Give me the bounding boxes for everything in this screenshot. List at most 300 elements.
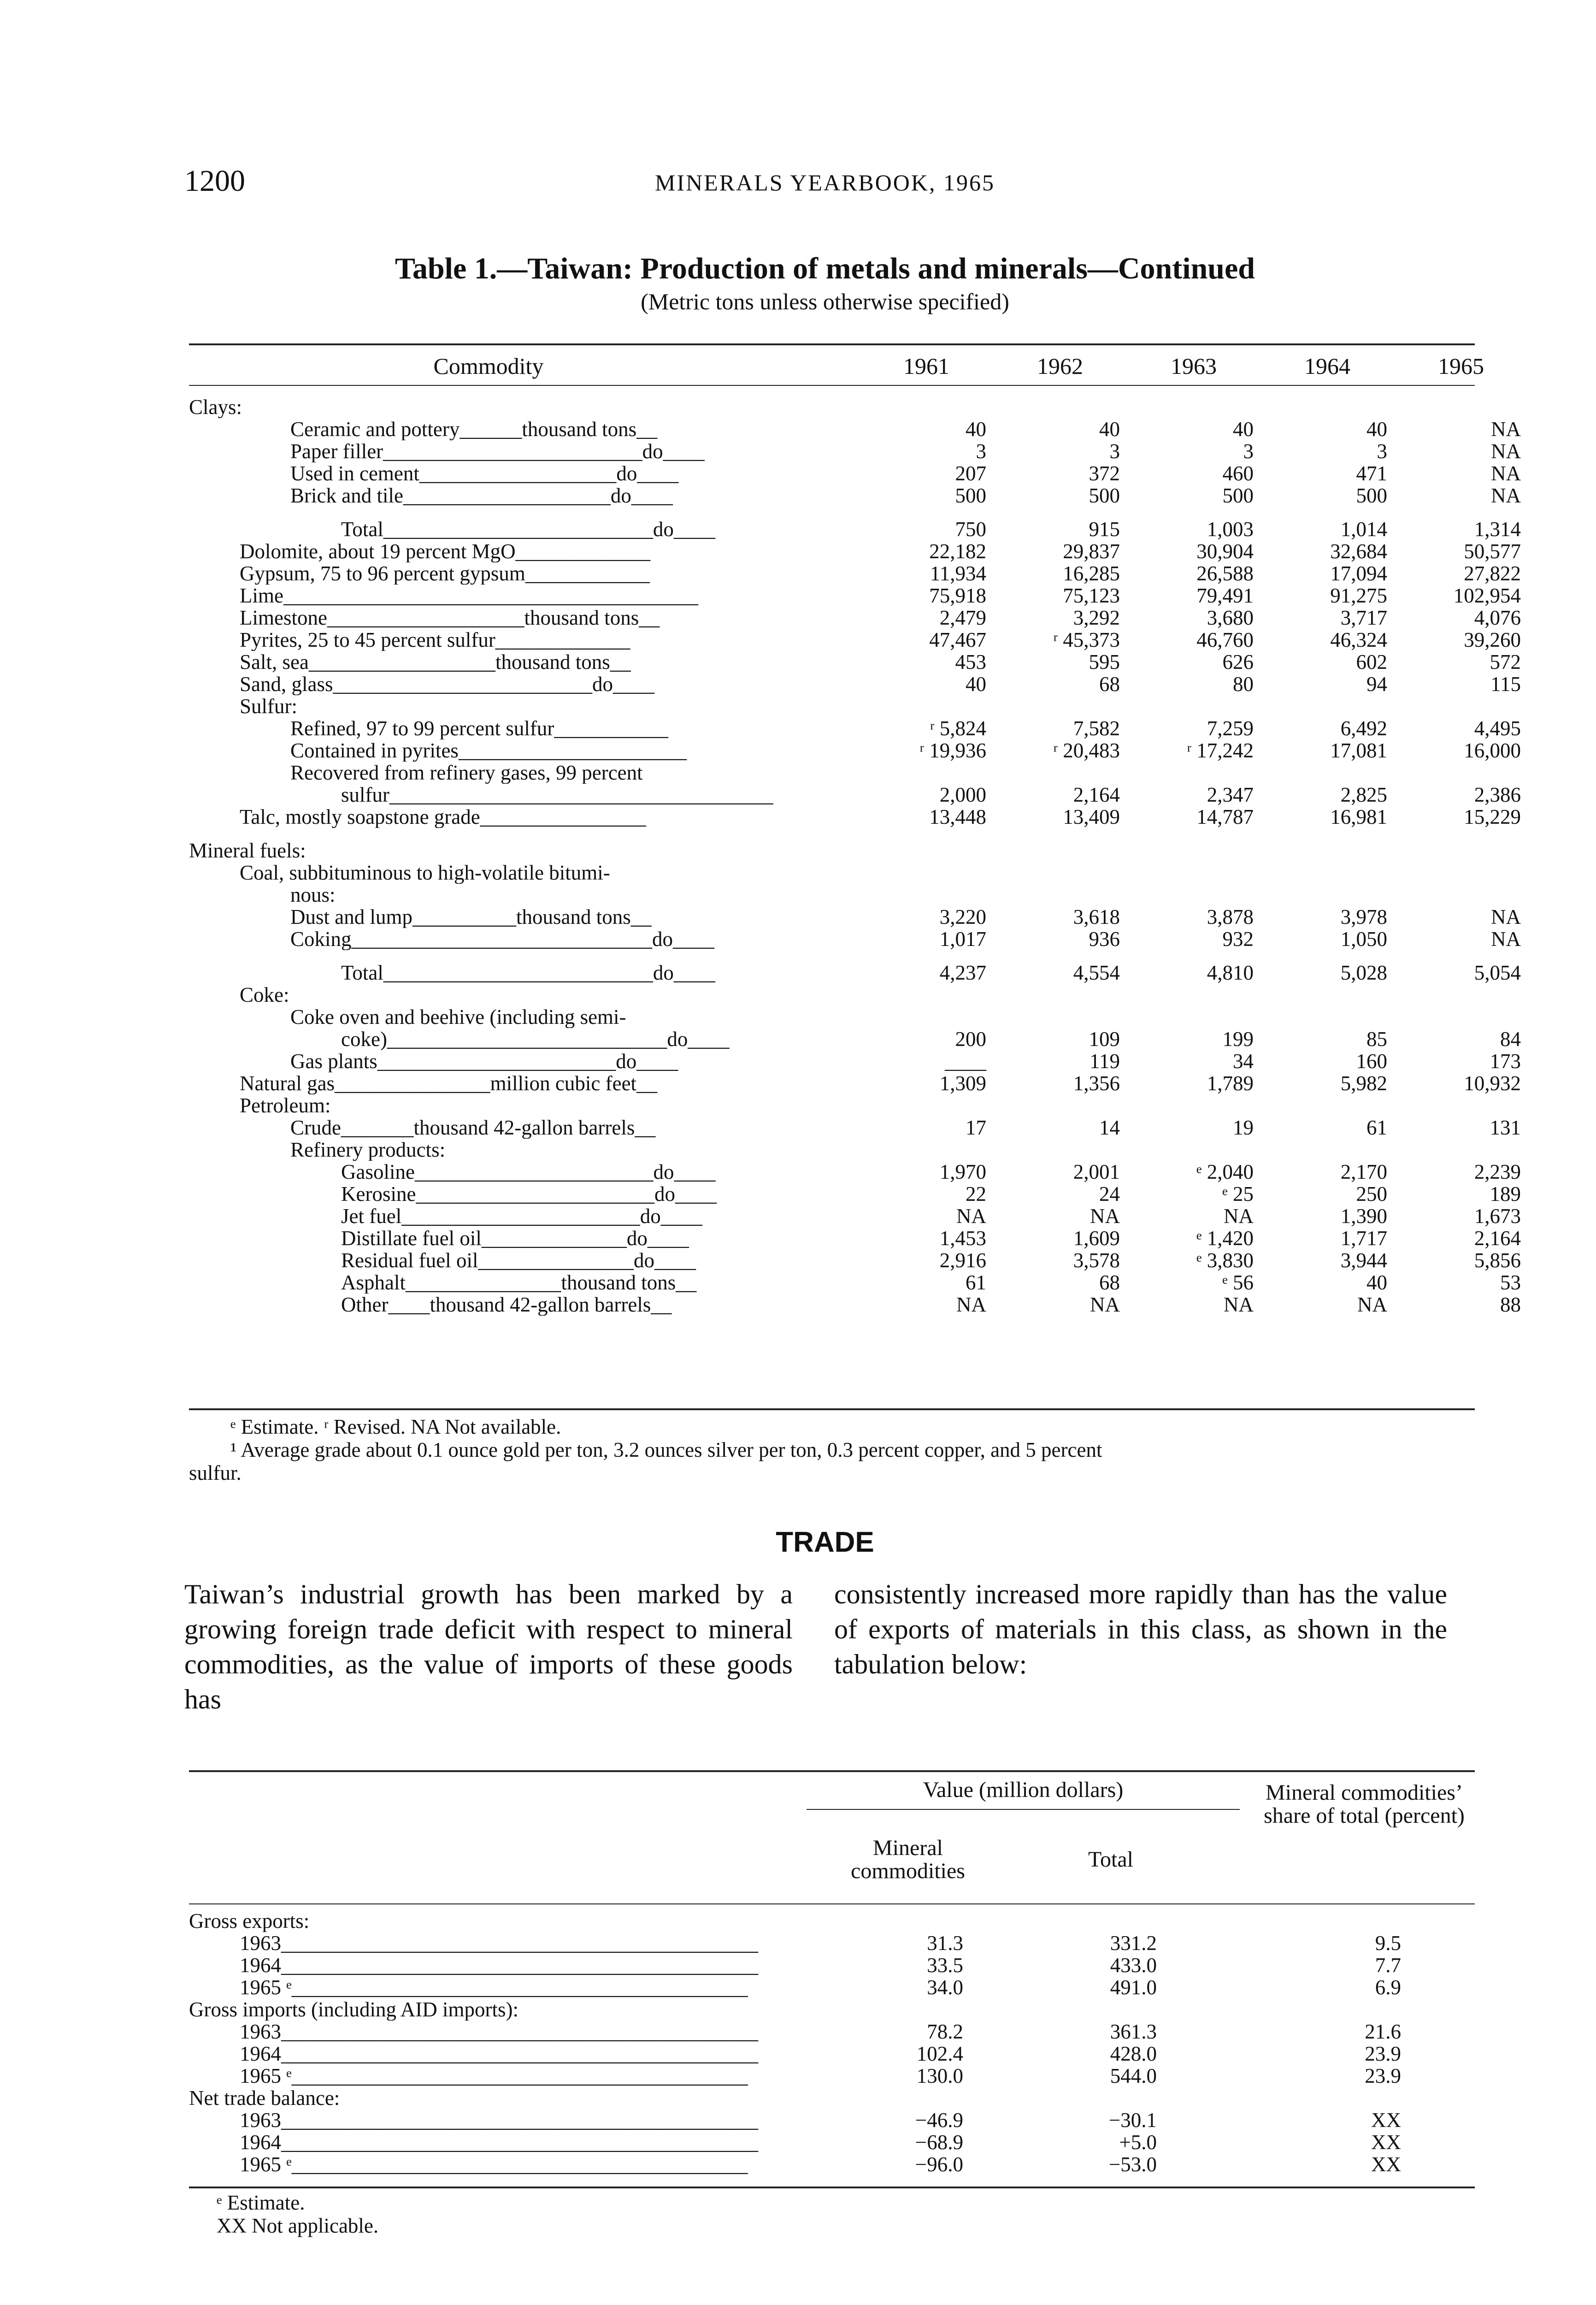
cell-value: 160 bbox=[1356, 1050, 1387, 1073]
cell-value: XX bbox=[1371, 2131, 1401, 2154]
row-label: Paper filler_________________________do____ bbox=[290, 440, 705, 462]
cell-value: 80 bbox=[1233, 673, 1254, 696]
footnote: ᵉ Estimate. bbox=[217, 2191, 305, 2214]
row-label: Recovered from refinery gases, 99 percent bbox=[290, 762, 643, 784]
cell-value: 4,237 bbox=[939, 961, 986, 984]
cell-value: 500 bbox=[1089, 484, 1120, 507]
cell-value: 189 bbox=[1490, 1182, 1521, 1206]
table-row bbox=[189, 628, 1521, 651]
column-header-1961: 1961 bbox=[903, 353, 949, 379]
page-header bbox=[184, 164, 1466, 201]
cell-value: 5,982 bbox=[1340, 1072, 1387, 1095]
row-label: Total__________________________do____ bbox=[341, 518, 715, 540]
table2-body bbox=[189, 1910, 1475, 2175]
cell-value: 17 bbox=[966, 1116, 986, 1139]
row-label: Natural gas_______________million cubic feet__ bbox=[240, 1072, 658, 1094]
cell-value: −53.0 bbox=[1108, 2153, 1157, 2176]
cell-value: −96.0 bbox=[915, 2153, 963, 2176]
cell-value: 3,878 bbox=[1207, 905, 1254, 928]
table-row bbox=[189, 1910, 1475, 1932]
cell-value: 1,014 bbox=[1340, 518, 1387, 541]
table1-header-rule bbox=[189, 385, 1475, 386]
cell-value: 5,054 bbox=[1474, 961, 1521, 984]
table-row bbox=[189, 805, 1521, 828]
cell-value: 75,123 bbox=[1063, 584, 1120, 607]
cell-value: 2,479 bbox=[939, 606, 986, 629]
footnote: XX Not applicable. bbox=[217, 2214, 379, 2237]
cell-value: ᵉ 1,420 bbox=[1196, 1227, 1254, 1250]
row-label: Jet fuel_______________________do____ bbox=[341, 1205, 702, 1227]
table-row bbox=[189, 540, 1521, 563]
cell-value: 3,978 bbox=[1340, 905, 1387, 928]
footnote: ᵉ Estimate. ʳ Revised. NA Not available. bbox=[230, 1415, 561, 1438]
cell-value: 79,491 bbox=[1196, 584, 1254, 607]
cell-value: 3,578 bbox=[1073, 1249, 1120, 1272]
cell-value: ʳ 5,824 bbox=[930, 717, 986, 740]
cell-value: 1,673 bbox=[1474, 1205, 1521, 1228]
cell-value: −68.9 bbox=[915, 2131, 963, 2154]
table-row bbox=[189, 2043, 1475, 2065]
row-label: Contained in pyrites______________________ bbox=[290, 739, 687, 762]
cell-value: 40 bbox=[1366, 1271, 1387, 1294]
cell-value: 115 bbox=[1490, 673, 1521, 696]
cell-value: ᵉ 25 bbox=[1222, 1182, 1254, 1206]
row-label: sulfur_____________________________________ bbox=[341, 784, 773, 806]
row-label: Gas plants_______________________do____ bbox=[290, 1050, 678, 1072]
cell-value: NA bbox=[1090, 1293, 1120, 1316]
cell-value: 1,050 bbox=[1340, 928, 1387, 951]
cell-value: 471 bbox=[1356, 462, 1387, 485]
cell-value: 1,003 bbox=[1207, 518, 1254, 541]
cell-value: 91,275 bbox=[1330, 584, 1387, 607]
cell-value: 2,001 bbox=[1073, 1160, 1120, 1183]
cell-value: 626 bbox=[1222, 650, 1254, 674]
cell-value: 15,229 bbox=[1464, 805, 1521, 828]
cell-value: 13,448 bbox=[929, 805, 986, 828]
cell-value: NA bbox=[1090, 1205, 1120, 1228]
table-row bbox=[189, 2131, 1475, 2153]
cell-value: −30.1 bbox=[1108, 2109, 1157, 2132]
cell-value: 1,390 bbox=[1340, 1205, 1387, 1228]
cell-value: 2,386 bbox=[1474, 783, 1521, 806]
row-label: Mineral fuels: bbox=[189, 839, 306, 862]
table2-header bbox=[189, 1772, 1475, 1903]
cell-value: 2,825 bbox=[1340, 783, 1387, 806]
table-row bbox=[189, 2109, 1475, 2131]
cell-value: 119 bbox=[1090, 1050, 1120, 1073]
table-row bbox=[189, 1006, 1475, 1028]
row-spacer bbox=[189, 950, 1475, 962]
column-header-share: Mineral commodities’ share of total (percent) bbox=[1264, 1780, 1465, 1828]
row-label: 1964______________________________________________ bbox=[240, 1954, 758, 1976]
cell-value: 10,932 bbox=[1464, 1072, 1521, 1095]
table2-header-rule bbox=[189, 1903, 1475, 1904]
cell-value: 27,822 bbox=[1464, 562, 1521, 585]
footnote: sulfur. bbox=[189, 1461, 241, 1484]
cell-value: 46,324 bbox=[1330, 628, 1387, 651]
table1-top-rule bbox=[189, 343, 1475, 345]
row-label: Brick and tile____________________do____ bbox=[290, 485, 673, 507]
cell-value: 595 bbox=[1089, 650, 1120, 674]
cell-value: 3,944 bbox=[1340, 1249, 1387, 1272]
cell-value: NA bbox=[956, 1293, 986, 1316]
cell-value: 500 bbox=[955, 484, 986, 507]
cell-value: 2,239 bbox=[1474, 1160, 1521, 1183]
cell-value: 6,492 bbox=[1340, 717, 1387, 740]
row-label: 1964______________________________________________ bbox=[240, 2131, 758, 2153]
cell-value: 250 bbox=[1356, 1182, 1387, 1206]
table-row bbox=[189, 862, 1475, 884]
cell-value: 34 bbox=[1233, 1050, 1254, 1073]
table-row bbox=[189, 1139, 1475, 1161]
table-row bbox=[189, 396, 1475, 418]
row-label: Asphalt_______________thousand tons__ bbox=[341, 1271, 697, 1294]
cell-value: 85 bbox=[1366, 1028, 1387, 1051]
table-row bbox=[189, 984, 1475, 1006]
cell-value: 1,017 bbox=[939, 928, 986, 951]
column-header-1963: 1963 bbox=[1171, 353, 1217, 379]
table-row bbox=[189, 673, 1521, 696]
table-row bbox=[189, 961, 1521, 984]
row-label: Gasoline_______________________do____ bbox=[341, 1161, 716, 1183]
cell-value: 200 bbox=[955, 1028, 986, 1051]
row-label: Talc, mostly soapstone grade________________ bbox=[240, 806, 646, 828]
cell-value: 78.2 bbox=[927, 2020, 963, 2043]
cell-value: 2,164 bbox=[1474, 1227, 1521, 1250]
table-row bbox=[189, 1050, 1521, 1073]
table-row bbox=[189, 1094, 1475, 1117]
column-header-1962: 1962 bbox=[1037, 353, 1083, 379]
row-label: Gypsum, 75 to 96 percent gypsum____________ bbox=[240, 562, 650, 585]
table-row bbox=[189, 1116, 1521, 1139]
cell-value: 11,934 bbox=[930, 562, 986, 585]
table1-body bbox=[189, 396, 1521, 1316]
table-row bbox=[189, 905, 1521, 928]
cell-value: 199 bbox=[1222, 1028, 1254, 1051]
table1-header-row bbox=[189, 348, 1484, 385]
cell-value: 2,164 bbox=[1073, 783, 1120, 806]
cell-value: 7.7 bbox=[1375, 1954, 1401, 1977]
trade-paragraph-right: consistently increased more rapidly than has the value of exports of materials in this class, as shown in the tabulation below: bbox=[834, 1579, 1447, 1679]
table-row bbox=[189, 928, 1521, 951]
cell-value: 1,356 bbox=[1073, 1072, 1120, 1095]
column-header-1964: 1964 bbox=[1304, 353, 1350, 379]
cell-value: 50,577 bbox=[1464, 540, 1521, 563]
cell-value: 3,717 bbox=[1340, 606, 1387, 629]
cell-value: 544.0 bbox=[1110, 2064, 1157, 2087]
cell-value: 4,076 bbox=[1474, 606, 1521, 629]
cell-value: NA bbox=[1491, 462, 1521, 485]
table-row bbox=[189, 418, 1521, 441]
cell-value: 26,588 bbox=[1196, 562, 1254, 585]
table-row bbox=[189, 606, 1521, 629]
cell-value: 23.9 bbox=[1365, 2042, 1401, 2065]
cell-value: 572 bbox=[1490, 650, 1521, 674]
table-row bbox=[189, 1205, 1521, 1228]
cell-value: 40 bbox=[966, 673, 986, 696]
section-heading-trade: TRADE bbox=[776, 1526, 874, 1558]
cell-value: 173 bbox=[1490, 1050, 1521, 1073]
row-label: Sulfur: bbox=[240, 695, 298, 717]
table-row bbox=[189, 884, 1475, 906]
table-row bbox=[189, 839, 1475, 862]
cell-value: NA bbox=[1491, 905, 1521, 928]
cell-value: 3,220 bbox=[939, 905, 986, 928]
cell-value: XX bbox=[1371, 2153, 1401, 2176]
cell-value: 30,904 bbox=[1196, 540, 1254, 563]
row-label: Residual fuel oil_______________do____ bbox=[341, 1249, 696, 1271]
cell-value: 16,285 bbox=[1063, 562, 1120, 585]
cell-value: 22 bbox=[966, 1182, 986, 1206]
cell-value: ʳ 19,936 bbox=[919, 739, 986, 762]
cell-value: 460 bbox=[1222, 462, 1254, 485]
cell-value: 491.0 bbox=[1110, 1976, 1157, 1999]
row-label: 1964______________________________________________ bbox=[240, 2043, 758, 2065]
cell-value: 936 bbox=[1089, 928, 1120, 951]
cell-value: 13,409 bbox=[1063, 805, 1120, 828]
cell-value: 2,170 bbox=[1340, 1160, 1387, 1183]
table-row bbox=[189, 1182, 1521, 1206]
cell-value: 47,467 bbox=[929, 628, 986, 651]
table-row bbox=[189, 695, 1475, 717]
column-header-mineral-commodities: Mineral commodities bbox=[851, 1836, 965, 1883]
cell-value: 2,347 bbox=[1207, 783, 1254, 806]
row-label: coke)___________________________do____ bbox=[341, 1028, 730, 1050]
row-label: Coking_____________________________do____ bbox=[290, 928, 715, 950]
cell-value: 16,000 bbox=[1464, 739, 1521, 762]
row-label: Salt, sea__________________thousand tons__ bbox=[240, 651, 631, 673]
table-row bbox=[189, 1976, 1475, 1998]
cell-value: 88 bbox=[1500, 1293, 1521, 1316]
table-row bbox=[189, 783, 1521, 806]
table-row bbox=[189, 650, 1521, 674]
cell-value: 1,717 bbox=[1340, 1227, 1387, 1250]
table1-title: Table 1.—Taiwan: Production of metals and minerals—Continued bbox=[395, 252, 1255, 285]
table-row bbox=[189, 1998, 1475, 2021]
cell-value: +5.0 bbox=[1119, 2131, 1157, 2154]
cell-value: 1,609 bbox=[1073, 1227, 1120, 1250]
cell-value: 3 bbox=[1109, 440, 1120, 463]
cell-value: 3,292 bbox=[1073, 606, 1120, 629]
page-number: 1200 bbox=[184, 164, 245, 198]
cell-value: NA bbox=[1224, 1205, 1254, 1228]
cell-value: 2,000 bbox=[939, 783, 986, 806]
running-title: MINERALS YEARBOOK, 1965 bbox=[655, 170, 995, 195]
cell-value: 428.0 bbox=[1110, 2042, 1157, 2065]
row-spacer bbox=[189, 828, 1475, 839]
cell-value: 1,309 bbox=[939, 1072, 986, 1095]
column-header-total: Total bbox=[1088, 1847, 1133, 1872]
cell-value: 3 bbox=[976, 440, 986, 463]
table-row bbox=[189, 562, 1521, 585]
trade-table bbox=[189, 1770, 1475, 2237]
cell-value: 102.4 bbox=[916, 2042, 963, 2065]
cell-value: 131 bbox=[1490, 1116, 1521, 1139]
cell-value: NA bbox=[1491, 928, 1521, 951]
cell-value: 68 bbox=[1099, 673, 1120, 696]
row-label: Petroleum: bbox=[240, 1094, 331, 1117]
column-group-rule bbox=[807, 1809, 1240, 1810]
cell-value: 53 bbox=[1500, 1271, 1521, 1294]
row-label: Sand, glass_________________________do____ bbox=[240, 673, 654, 695]
cell-value: 5,856 bbox=[1474, 1249, 1521, 1272]
cell-value: 932 bbox=[1222, 928, 1254, 951]
cell-value: 61 bbox=[1366, 1116, 1387, 1139]
table-row bbox=[189, 1072, 1521, 1095]
cell-value: 40 bbox=[1366, 418, 1387, 441]
table-row bbox=[189, 2021, 1475, 2043]
table-row bbox=[189, 2087, 1475, 2109]
cell-value: 102,954 bbox=[1453, 584, 1521, 607]
cell-value: 4,495 bbox=[1474, 717, 1521, 740]
column-header-1965: 1965 bbox=[1438, 353, 1484, 379]
row-label: Limestone___________________thousand tons__ bbox=[240, 607, 660, 629]
row-label: 1963______________________________________________ bbox=[240, 1932, 758, 1954]
table-row bbox=[189, 1028, 1521, 1051]
row-label: Crude_______thousand 42-gallon barrels__ bbox=[290, 1117, 656, 1139]
cell-value: 39,260 bbox=[1464, 628, 1521, 651]
row-label: Lime________________________________________ bbox=[240, 585, 698, 607]
cell-value: 17,094 bbox=[1330, 562, 1387, 585]
cell-value: 500 bbox=[1356, 484, 1387, 507]
cell-value: 602 bbox=[1356, 650, 1387, 674]
row-label: 1963______________________________________________ bbox=[240, 2021, 758, 2043]
table1-subtitle: (Metric tons unless otherwise specified) bbox=[641, 289, 1009, 314]
table-row bbox=[189, 484, 1521, 507]
row-label: Used in cement___________________do____ bbox=[290, 462, 679, 485]
row-label: Total__________________________do____ bbox=[341, 962, 715, 984]
table-row bbox=[189, 1271, 1521, 1294]
row-label: 1963______________________________________________ bbox=[240, 2109, 758, 2131]
cell-value: 23.9 bbox=[1365, 2064, 1401, 2087]
cell-value: 14 bbox=[1099, 1116, 1120, 1139]
cell-value: XX bbox=[1371, 2109, 1401, 2132]
cell-value: ____ bbox=[945, 1050, 986, 1073]
row-label: nous: bbox=[290, 884, 336, 906]
cell-value: 94 bbox=[1366, 673, 1387, 696]
cell-value: 130.0 bbox=[916, 2064, 963, 2087]
table-row bbox=[189, 1249, 1521, 1272]
cell-value: 7,582 bbox=[1073, 717, 1120, 740]
row-label: Coke: bbox=[240, 984, 289, 1006]
cell-value: 19 bbox=[1233, 1116, 1254, 1139]
cell-value: 68 bbox=[1099, 1271, 1120, 1294]
cell-value: 29,837 bbox=[1063, 540, 1120, 563]
cell-value: 4,810 bbox=[1207, 961, 1254, 984]
table-row bbox=[189, 518, 1521, 541]
row-label: Refined, 97 to 99 percent sulfur___________ bbox=[290, 717, 668, 739]
cell-value: NA bbox=[1491, 484, 1521, 507]
table-row bbox=[189, 717, 1521, 740]
cell-value: ʳ 45,373 bbox=[1053, 628, 1120, 651]
cell-value: 40 bbox=[1099, 418, 1120, 441]
table-row bbox=[189, 762, 1475, 784]
cell-value: 372 bbox=[1089, 462, 1120, 485]
table2-bottom-rule bbox=[189, 2187, 1475, 2188]
cell-value: 4,554 bbox=[1073, 961, 1120, 984]
cell-value: 34.0 bbox=[927, 1976, 963, 1999]
row-label: 1965 ᵉ____________________________________________ bbox=[240, 2153, 748, 2175]
cell-value: 17,081 bbox=[1330, 739, 1387, 762]
table-row bbox=[189, 1954, 1475, 1976]
cell-value: 915 bbox=[1089, 518, 1120, 541]
cell-value: ᵉ 3,830 bbox=[1196, 1249, 1254, 1272]
table1-bottom-rule bbox=[189, 1408, 1475, 1410]
row-label: Refinery products: bbox=[290, 1139, 446, 1161]
row-label: Ceramic and pottery______thousand tons__ bbox=[290, 418, 658, 440]
cell-value: 14,787 bbox=[1196, 805, 1254, 828]
row-label: Net trade balance: bbox=[189, 2087, 340, 2109]
row-label: Distillate fuel oil______________do____ bbox=[341, 1227, 689, 1249]
cell-value: 9.5 bbox=[1375, 1932, 1401, 1955]
table-row bbox=[189, 1932, 1475, 1954]
cell-value: NA bbox=[1491, 418, 1521, 441]
cell-value: 40 bbox=[966, 418, 986, 441]
cell-value: 1,970 bbox=[939, 1160, 986, 1183]
column-header-commodity: Commodity bbox=[433, 353, 544, 379]
row-label: Clays: bbox=[189, 396, 242, 418]
table-row bbox=[189, 1293, 1521, 1316]
table-row bbox=[189, 440, 1521, 463]
table-row bbox=[189, 2065, 1475, 2087]
cell-value: 207 bbox=[955, 462, 986, 485]
table1-footnotes bbox=[189, 1415, 1475, 1484]
table-row bbox=[189, 462, 1521, 485]
cell-value: 16,981 bbox=[1330, 805, 1387, 828]
row-label: Coal, subbituminous to high-volatile bitumi- bbox=[240, 862, 610, 884]
row-label: Dust and lump__________thousand tons__ bbox=[290, 906, 652, 928]
table-row bbox=[189, 584, 1521, 607]
row-label: Gross exports: bbox=[189, 1910, 310, 1932]
cell-value: 109 bbox=[1089, 1028, 1120, 1051]
row-label: Pyrites, 25 to 45 percent sulfur_____________ bbox=[240, 629, 630, 651]
production-table bbox=[189, 348, 1521, 1316]
row-label: 1965 ᵉ____________________________________________ bbox=[240, 1976, 748, 1998]
cell-value: 40 bbox=[1233, 418, 1254, 441]
cell-value: 5,028 bbox=[1340, 961, 1387, 984]
table2-footnotes bbox=[189, 2191, 1475, 2237]
cell-value: 61 bbox=[966, 1271, 986, 1294]
footnote: ¹ Average grade about 0.1 ounce gold per ton, 3.2 ounces silver per ton, 0.3 percent copper, and 5 percent bbox=[230, 1438, 1102, 1461]
table-row bbox=[189, 1160, 1521, 1183]
cell-value: 32,684 bbox=[1330, 540, 1387, 563]
row-label: Dolomite, about 19 percent MgO_____________ bbox=[240, 540, 651, 562]
cell-value: ᵉ 2,040 bbox=[1196, 1160, 1254, 1183]
cell-value: 3,618 bbox=[1073, 905, 1120, 928]
cell-value: 2,916 bbox=[939, 1249, 986, 1272]
column-group-value: Value (million dollars) bbox=[923, 1778, 1124, 1802]
row-label: Coke oven and beehive (including semi- bbox=[290, 1006, 626, 1028]
cell-value: 3,680 bbox=[1207, 606, 1254, 629]
cell-value: 1,314 bbox=[1474, 518, 1521, 541]
cell-value: NA bbox=[1357, 1293, 1387, 1316]
cell-value: 1,789 bbox=[1207, 1072, 1254, 1095]
cell-value: 46,760 bbox=[1196, 628, 1254, 651]
cell-value: 1,453 bbox=[939, 1227, 986, 1250]
cell-value: ʳ 20,483 bbox=[1053, 739, 1120, 762]
cell-value: 24 bbox=[1099, 1182, 1120, 1206]
table-row bbox=[189, 2153, 1475, 2175]
cell-value: 750 bbox=[955, 518, 986, 541]
cell-value: NA bbox=[956, 1205, 986, 1228]
row-label: 1965 ᵉ____________________________________________ bbox=[240, 2065, 748, 2087]
cell-value: 3 bbox=[1377, 440, 1387, 463]
cell-value: 31.3 bbox=[927, 1932, 963, 1955]
row-spacer bbox=[189, 507, 1475, 518]
row-label: Kerosine_______________________do____ bbox=[341, 1183, 717, 1205]
cell-value: 500 bbox=[1222, 484, 1254, 507]
cell-value: 3 bbox=[1243, 440, 1254, 463]
